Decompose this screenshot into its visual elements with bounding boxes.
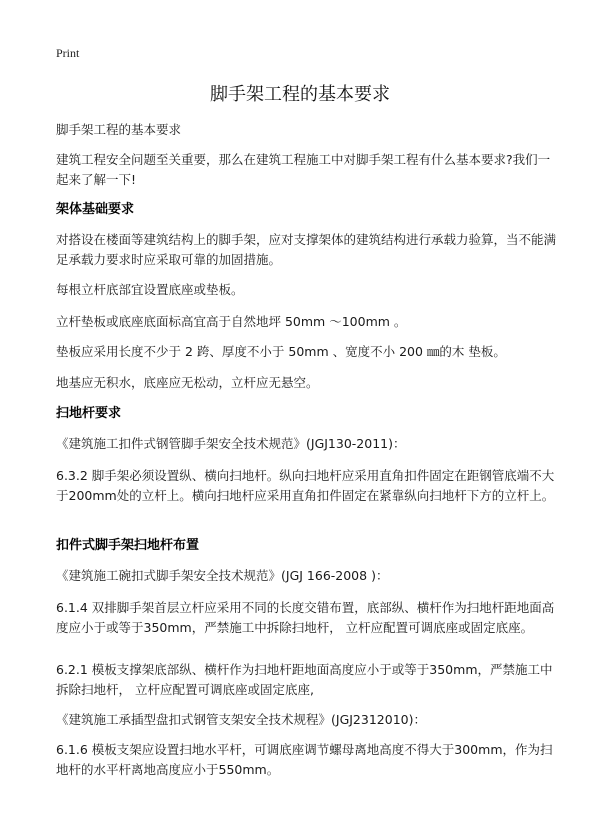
paragraph: 《建筑施工扣件式钢管脚手架安全技术规范》(JGJ130-2011)： [56,436,406,451]
paragraph: 6.2.1 模板支撑架底部纵、横杆作为扫地杆距地面高度应小于或等于350mm，严禁施工中拆除扫地杆， 立杆应配置可调底座或固定底座, [56,662,553,697]
print-label: Print [56,46,80,60]
paragraph: 6.3.2 脚手架必须设置纵、横向扫地杆。纵向扫地杆应采用直角扣件固定在距钢管底端不大于200mm处的立杆上。横向扫地杆应采用直角扣件固定在紧靠纵向扫地杆下方的立杆上。 [56,468,555,503]
section-heading-foundation: 架体基础要求 [56,202,135,217]
paragraph: 垫板应采用长度不少于 2 跨、厚度不小于 50mm 、宽度不小 200 ㎜的木 垫板。 [56,344,506,359]
section-heading-fastener-layout: 扣件式脚手架扫地杆布置 [56,538,200,553]
paragraph: 对搭设在楼面等建筑结构上的脚手架，应对支撑架体的建筑结构进行承载力验算，当不能满足承载力要求时应采取可靠的加固措施。 [56,232,557,267]
paragraph: 6.1.6 模板支架应设置扫地水平杆，可调底座调节螺母离地高度不得大于300mm，作为扫地杆的水平杆离地高度应小于550mm。 [56,742,553,777]
page-title: 脚手架工程的基本要求 [210,84,390,105]
paragraph: 6.1.4 双排脚手架首层立杆应采用不同的长度交错布置，底部纵、横杆作为扫地杆距地面高度应小于或等于350mm，严禁施工中拆除扫地杆， 立杆应配置可调底座或固定底座。 [56,600,555,635]
paragraph: 《建筑施工碗扣式脚手架安全技术规范》(JGJ 166-2008 )： [56,568,389,583]
paragraph: 每根立杆底部宜设置底座或垫板。 [56,282,244,297]
paragraph: 地基应无积水，底座应无松动，立杆应无悬空。 [56,375,319,390]
paragraph: 立杆垫板或底座底面标高宜高于自然地坪 50mm ～100mm 。 [56,314,407,329]
section-heading-sweeping-pole: 扫地杆要求 [56,406,122,421]
intro-paragraph: 建筑工程安全问题至关重要，那么在建筑工程施工中对脚手架工程有什么基本要求?我们一起来了解一下! [56,152,551,187]
subtitle: 脚手架工程的基本要求 [56,122,182,137]
paragraph: 《建筑施工承插型盘扣式钢管支架安全技术规程》(JGJ2312010)： [56,712,426,727]
